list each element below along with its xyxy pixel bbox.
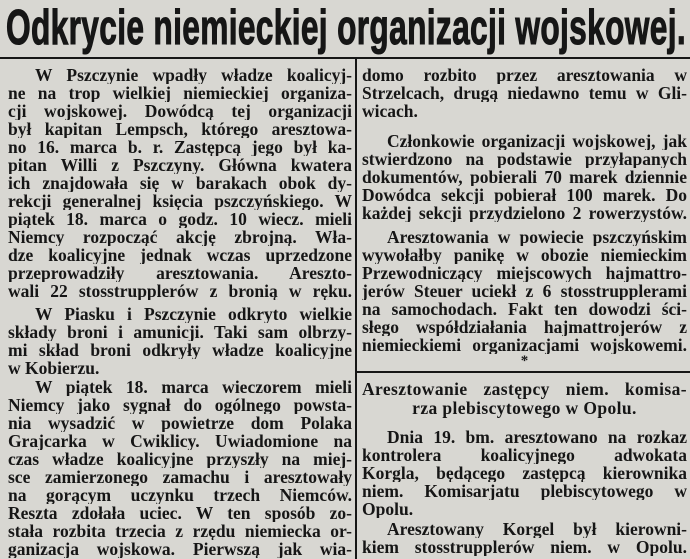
subheadline-line: rza plebiscytowego w Opolu. xyxy=(412,398,637,418)
text-line: niemieckiemi organizacjami wojskowemi. xyxy=(362,336,687,354)
text-line: był kapitan Lempsch, którego aresztowa- xyxy=(8,120,352,138)
paragraph xyxy=(362,520,687,556)
subheadline xyxy=(362,380,687,418)
text-line: Strzelcach, drugą niedawno temu w Gli- xyxy=(362,84,687,102)
text-line: każdej sekcji przydzielono 2 rowerzystów. xyxy=(362,204,687,222)
paragraph xyxy=(8,66,352,300)
text-line: sce zamierzonego zamachu i aresztowały xyxy=(8,468,352,486)
text-line: piątek 18. marca o godz. 10 wiecz. mieli xyxy=(8,210,352,228)
text-line: wicach. xyxy=(362,102,418,120)
paragraph xyxy=(362,428,687,518)
text-line: rekcji generalnej księcia pszczyńskiego. W xyxy=(8,192,352,210)
paragraph xyxy=(362,66,687,120)
text-line: Członkowie organizacji wojskowej, jak xyxy=(387,132,687,150)
text-line: pitan Willi z Pszczyny. Główna kwatera xyxy=(8,156,352,174)
text-line: czas władze koalicyjne przyszły na miej- xyxy=(8,450,352,468)
subheadline-line: Aresztowanie zastępcy niem. komisa- xyxy=(362,379,687,399)
paragraph xyxy=(8,378,352,558)
text-line: jerów Steuer uciekł z 6 stosstrupplerami xyxy=(362,282,687,300)
headline xyxy=(6,3,686,58)
text-line: dokumentów, pobierali 70 marek dziennie xyxy=(362,168,687,186)
text-line: słego współdziałania hajmattrojerów z xyxy=(362,318,687,336)
text-line: W Pszczynie wpadły władze koalicyj- xyxy=(35,66,352,84)
headline-text: Odkrycie niemieckiej organizacji wojskowej. xyxy=(6,3,686,55)
text-line: Korgla, będącego zastępcą kierownika xyxy=(362,463,687,482)
text-line: Opolu. xyxy=(362,499,414,518)
text-line: Niemcy jako sygnał do ogólnego powsta- xyxy=(8,396,352,414)
text-line: mi skład broni odkryły władze koalicyjne xyxy=(8,341,352,359)
paragraph xyxy=(8,305,352,377)
text-line: Reszta zdołała uciec. W ten sposób zo- xyxy=(8,504,352,522)
left-column xyxy=(8,66,352,558)
text-line: kiem stosstrupplerów niem. w Opolu. xyxy=(362,537,687,556)
text-line: kontrolera koalicyjnego adwokata xyxy=(362,445,687,464)
text-line: nia wysadzić w powietrze dom Polaka xyxy=(8,414,352,432)
text-line: Aresztowany Korgel był kierowni- xyxy=(387,519,687,538)
text-line: domo rozbito przez aresztowania w xyxy=(362,66,687,84)
right-column xyxy=(362,66,687,556)
text-line: Dnia 19. bm. aresztowano na rozkaz xyxy=(387,427,687,446)
text-line: ganizacja wojskowa. Pierwszą jak wia- xyxy=(8,540,352,558)
text-line: na gorącym uczynku trzech Niemców. xyxy=(8,486,352,504)
headline-rule xyxy=(0,57,690,59)
text-line: ne na trop wielkiej niemieckiej organiza- xyxy=(8,84,352,102)
text-line: na samochodach. Fakt ten dowodzi ści- xyxy=(362,300,687,318)
column-rule xyxy=(355,58,357,559)
text-line: cji wojskowej. Dowódcą tej organizacji xyxy=(8,102,352,120)
text-line: Dowódca sekcji pobierał 100 marek. Do xyxy=(362,186,687,204)
text-line: Niemcy rozpocząć akcję zbrojną. Wła- xyxy=(8,228,352,246)
text-line: Przewodniczący miejscowych hajmattro- xyxy=(362,264,687,282)
text-line: stwierdzono na podstawie przyłapanych xyxy=(362,150,687,168)
section-rule xyxy=(355,371,690,373)
text-line: wali 22 stosstrupplerów z bronią w ręku. xyxy=(8,282,352,300)
text-line: w Kobierzu. xyxy=(8,359,100,377)
text-line: W Piasku i Pszczynie odkryto wielkie xyxy=(35,305,352,323)
text-line: składy broni i amunicji. Taki sam olbrzy- xyxy=(8,323,352,341)
text-line: Grajcarka w Cwiklicy. Uwiadomione na xyxy=(8,432,352,450)
asterisk-separator: * xyxy=(520,353,529,369)
paragraph xyxy=(362,132,687,222)
text-line: niem. Komisarjatu plebiscytowego w xyxy=(362,481,687,500)
text-line: no 16. marca b. r. Zastępcą jego był ka- xyxy=(8,138,352,156)
text-line: W piątek 18. marca wieczorem mieli xyxy=(35,378,352,396)
text-line: przeprowadziły aresztowania. Areszto- xyxy=(8,264,352,282)
text-line: wywołałby panikę w obozie niemieckim xyxy=(362,246,687,264)
paragraph xyxy=(362,228,687,354)
text-line: stała rozbita trzecia z rzędu niemiecka or- xyxy=(8,522,352,540)
text-line: Aresztowania w powiecie pszczyńskim xyxy=(387,228,687,246)
text-line: dze koalicyjne jednak wczas uprzedzone xyxy=(8,246,352,264)
text-line: ich znajdowała się w barakach obok dy- xyxy=(8,174,352,192)
